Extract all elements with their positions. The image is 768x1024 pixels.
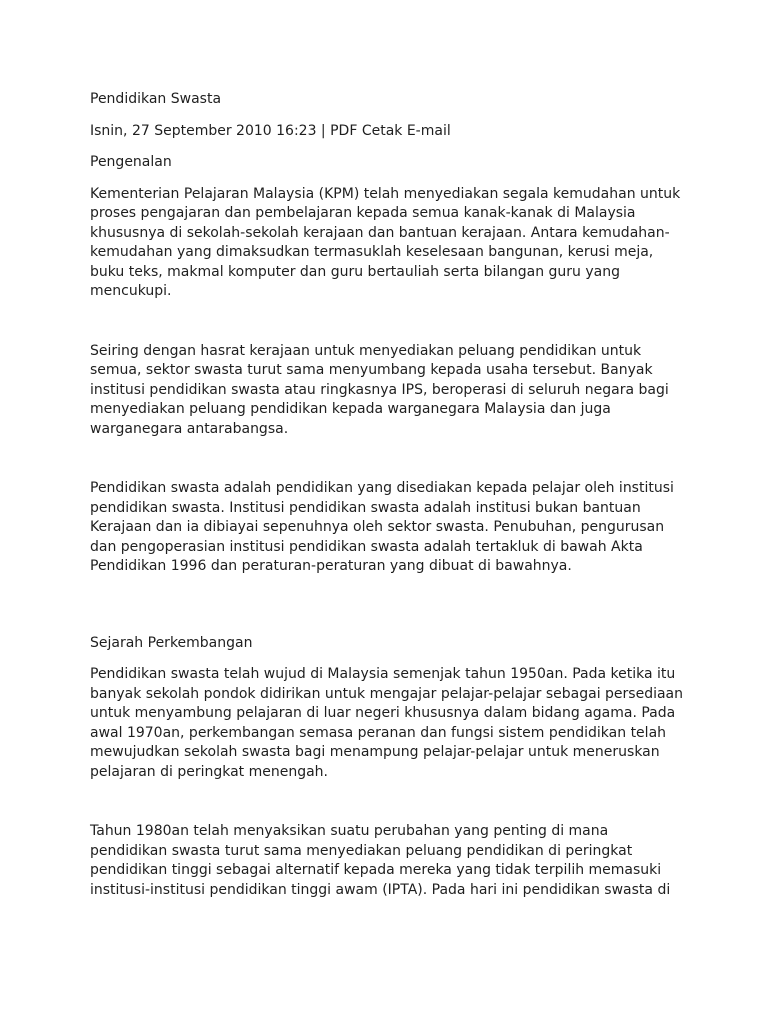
paragraph-line: menyediakan peluang pendidikan kepada warganegara Malaysia dan juga: [90, 401, 611, 417]
paragraph-line: awal 1970an, perkembangan semasa peranan dan fungsi sistem pendidikan telah: [90, 724, 667, 741]
paragraph-line: untuk menyambung pelajaran di luar negeri khususnya dalam bidang agama. Pada: [90, 705, 676, 721]
section-spacer: [90, 577, 690, 634]
paragraph-line: kemudahan yang dimaksudkan termasuklah keselesaan bangunan, kerusi meja,: [90, 244, 654, 260]
paragraph-line: pendidikan swasta turut sama menyediakan peluang pendidikan di peringkat: [90, 842, 633, 859]
paragraph-line: Seiring dengan hasrat kerajaan untuk menyediakan peluang pendidikan untuk: [90, 342, 642, 359]
paragraph-line: Kementerian Pelajaran Malaysia (KPM) telah menyediakan segala kemudahan untuk: [90, 185, 681, 202]
paragraph-line: buku teks, makmal komputer dan guru bertauliah serta bilangan guru yang: [90, 263, 620, 280]
paragraph-line: Pendidikan swasta adalah pendidikan yang disediakan kepada pelajar oleh institusi: [90, 480, 674, 496]
paragraph-line: khususnya di sekolah-sekolah kerajaan dan bantuan kerajaan. Antara kemudahan-: [90, 224, 670, 241]
paragraph-line: semua, sektor swasta turut sama menyumbang kepada usaha tersebut. Banyak: [90, 362, 653, 378]
paragraph-1980s: [90, 822, 690, 900]
paragraph-seiring: [90, 342, 690, 440]
paragraph-line: Tahun 1980an telah menyaksikan suatu perubahan yang penting di mana: [90, 823, 609, 839]
paragraph-kpm: [90, 185, 690, 302]
paragraph-line: institusi-institusi pendidikan tinggi awam (IPTA). Pada hari ini pendidikan swasta di: [90, 881, 671, 898]
paragraph-line: mewujudkan sekolah swasta bagi menampung pelajar-pelajar untuk meneruskan: [90, 744, 660, 760]
paragraph-line: proses pengajaran dan pembelajaran kepada semua kanak-kanak di Malaysia: [90, 205, 636, 221]
paragraph-line: pelajaran di peringkat menengah.: [90, 763, 329, 780]
paragraph-line: pendidikan swasta. Institusi pendidikan swasta adalah institusi bukan bantuan: [90, 499, 641, 516]
document-page: [90, 90, 690, 900]
paragraph-line: pendidikan tinggi sebagai alternatif kepada mereka yang tidak terpilih memasuki: [90, 862, 662, 878]
intro-heading: Pengenalan: [90, 154, 172, 170]
paragraph-line: Pendidikan 1996 dan peraturan-peraturan yang dibuat di bawahnya.: [90, 558, 572, 574]
paragraph-history: [90, 665, 690, 782]
paragraph-line: Kerajaan dan ia dibiayai sepenuhnya oleh sektor swasta. Penubuhan, pengurusan: [90, 519, 665, 535]
document-title: Pendidikan Swasta: [90, 91, 222, 107]
paragraph-line: warganegara antarabangsa.: [90, 420, 289, 437]
dateline: Isnin, 27 September 2010 16:23 | PDF Cetak E-mail: [90, 122, 451, 139]
paragraph-definition: [90, 479, 690, 577]
paragraph-line: banyak sekolah pondok didirikan untuk mengajar pelajar-pelajar sebagai persediaan: [90, 685, 684, 702]
section-heading: Sejarah Perkembangan: [90, 634, 253, 651]
paragraph-line: dan pengoperasian institusi pendidikan swasta adalah tertakluk di bawah Akta: [90, 538, 643, 555]
paragraph-line: institusi pendidikan swasta atau ringkasnya IPS, beroperasi di seluruh negara bagi: [90, 381, 669, 398]
paragraph-line: mencukupi.: [90, 283, 172, 299]
paragraph-line: Pendidikan swasta telah wujud di Malaysia semenjak tahun 1950an. Pada ketika itu: [90, 666, 676, 682]
